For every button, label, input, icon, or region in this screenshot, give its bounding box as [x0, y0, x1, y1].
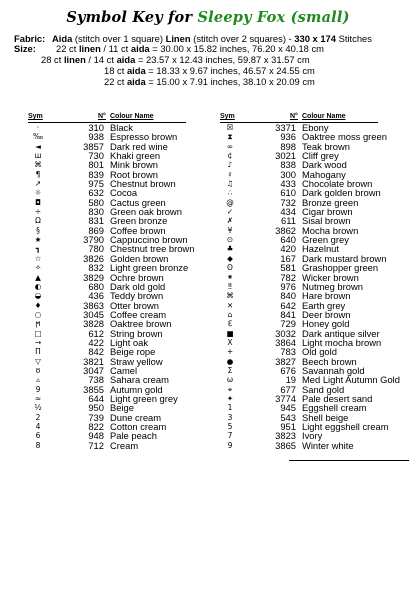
thread-number: 581: [280, 262, 296, 274]
symbol-glyph: ✦: [226, 393, 234, 403]
colour-name: Teddy brown: [110, 290, 164, 302]
symbol-key-right-column: [220, 113, 400, 451]
colour-name: Beige: [110, 402, 134, 414]
thread-number: 3862: [275, 224, 296, 236]
symbol-key-row: [220, 403, 378, 412]
symbol-glyph: ○: [34, 309, 42, 319]
colour-name: Pale desert sand: [302, 392, 373, 404]
symbol-glyph: ·: [36, 123, 40, 132]
symbol-key-row: [220, 441, 378, 450]
symbol-glyph: ✕: [226, 300, 234, 310]
colour-name: Wicker brown: [302, 271, 359, 283]
symbol-glyph: ‰: [32, 132, 44, 142]
colour-name: Savannah gold: [302, 364, 365, 376]
thread-number: 832: [88, 262, 104, 274]
thread-number: 822: [88, 421, 104, 432]
symbol-key-row: [28, 151, 186, 160]
list-end-rule: [289, 458, 409, 461]
thread-number: 300: [280, 168, 296, 180]
symbol-key-row: [220, 310, 378, 319]
thread-number: 610: [280, 187, 296, 199]
colour-name: Dark mustard brown: [302, 252, 387, 264]
symbol-glyph: 7: [227, 431, 233, 441]
thread-number: 730: [88, 150, 104, 162]
symbol-glyph: ⌘: [226, 291, 234, 301]
symbol-key-row: [220, 291, 378, 300]
colour-name: Light oak: [110, 336, 149, 348]
colour-name: Light eggshell cream: [302, 421, 389, 432]
thread-number: 831: [88, 215, 104, 227]
thread-number: 738: [88, 374, 104, 386]
fabric-linen-note: (stitch over 2 squares) -: [190, 33, 295, 44]
colour-name: Ochre brown: [110, 271, 164, 283]
header-sym: Sym: [28, 113, 43, 120]
colour-name: Ivory: [302, 430, 323, 442]
thread-number: 3863: [83, 299, 104, 311]
colour-name: Cotton cream: [110, 421, 167, 432]
left-rows: [28, 122, 195, 451]
thread-number: 676: [280, 364, 296, 376]
colour-name: Hare brown: [302, 290, 351, 302]
symbol-glyph: →: [34, 337, 42, 347]
symbol-key-row: [220, 142, 378, 151]
symbol-glyph: ⌖: [227, 384, 233, 394]
thread-number: 580: [88, 196, 104, 208]
thread-number: 3864: [275, 336, 296, 348]
colour-name: Golden brown: [110, 252, 169, 264]
page-title: [0, 9, 416, 26]
colour-name: Khaki green: [110, 150, 161, 162]
thread-number: 801: [88, 159, 104, 171]
colour-name: Straw yellow: [110, 355, 163, 367]
column-headers: [28, 113, 186, 123]
colour-name: Oaktree brown: [110, 318, 172, 330]
symbol-glyph: ■: [226, 328, 234, 338]
colour-name: Otter brown: [110, 299, 159, 311]
symbol-glyph: 9: [227, 440, 233, 450]
thread-number: 945: [280, 402, 296, 414]
symbol-glyph: 2: [35, 412, 41, 422]
thread-number: 840: [280, 290, 296, 302]
symbol-glyph: ★: [34, 235, 42, 245]
thread-number: 938: [88, 131, 104, 143]
colour-name: Cappuccino brown: [110, 234, 188, 246]
header-number: N°: [290, 113, 298, 120]
thread-number: 433: [280, 178, 296, 190]
symbol-glyph: ♣: [226, 244, 234, 254]
symbol-key-row: [28, 394, 186, 403]
thread-number: 950: [88, 402, 104, 414]
thread-number: 838: [280, 159, 296, 171]
symbol-glyph: ♦: [34, 300, 42, 310]
thread-number: 310: [88, 122, 104, 133]
symbol-glyph: ⌘: [34, 160, 42, 170]
colour-name: Light green bronze: [110, 262, 189, 274]
thread-number: 975: [88, 178, 104, 190]
thread-number: 3032: [275, 327, 296, 339]
thread-number: 644: [88, 392, 104, 404]
colour-name: Oaktree moss green: [302, 131, 387, 143]
thread-number: 3823: [275, 430, 296, 442]
colour-name: Pale peach: [110, 430, 157, 442]
header-sym: Sym: [220, 113, 235, 120]
symbol-key-row: [220, 421, 389, 432]
fabric-label: Fabric:: [14, 33, 46, 44]
thread-number: 420: [280, 243, 296, 255]
colour-name: Black: [110, 122, 133, 133]
symbol-glyph: ϻ: [35, 319, 41, 329]
thread-number: 436: [88, 290, 104, 302]
colour-name: Earth grey: [302, 299, 346, 311]
colour-name: Coffee brown: [110, 224, 166, 236]
thread-number: 19: [285, 374, 296, 386]
symbol-key-row: [220, 235, 378, 244]
symbol-glyph: ʘ: [227, 263, 233, 273]
colour-name: Chestnut brown: [110, 178, 176, 190]
symbol-glyph: §: [36, 225, 40, 235]
symbol-key-left-column: [28, 113, 195, 451]
symbol-glyph: ◆: [227, 253, 233, 263]
colour-name: Cigar brown: [302, 206, 353, 218]
symbol-glyph: ¢: [227, 151, 233, 161]
symbol-glyph: 9: [35, 384, 41, 394]
symbol-glyph: ◘: [35, 197, 41, 207]
colour-name: Camel: [110, 364, 138, 376]
symbol-glyph: ¥: [227, 225, 233, 235]
size-line-1: Size: 22 ct linen / 11 ct aida = 30.00 x 15.82 inches, 76.20 x 40.18 cm: [14, 43, 324, 54]
thread-number: 729: [280, 318, 296, 330]
symbol-glyph: ≈: [34, 393, 42, 403]
thread-number: 3821: [83, 355, 104, 367]
colour-name: Dune cream: [110, 411, 162, 423]
column-headers: [220, 113, 378, 123]
thread-number: 3855: [83, 383, 104, 395]
symbol-glyph: ☆: [34, 253, 42, 263]
colour-name: Beech brown: [302, 355, 357, 367]
symbol-key-row: [220, 301, 378, 310]
colour-name: Sisal brown: [302, 215, 351, 227]
thread-number: 732: [280, 196, 296, 208]
colour-name: Grashopper green: [302, 262, 379, 274]
symbol-key-row: [220, 151, 378, 160]
thread-number: 640: [280, 234, 296, 246]
fabric-aida-note: (stitch over 1 square): [72, 33, 166, 44]
symbol-glyph: ▵: [36, 375, 40, 385]
colour-name: Deer brown: [302, 308, 351, 320]
thread-number: 434: [280, 206, 296, 218]
thread-number: 936: [280, 131, 296, 143]
symbol-glyph: ⌂: [227, 309, 233, 319]
header-colour-name: Colour Name: [110, 113, 154, 120]
header-number: N°: [98, 113, 106, 120]
size-label: Size:: [14, 43, 36, 54]
thread-number: 3857: [83, 140, 104, 152]
symbol-key-row: [220, 207, 378, 216]
colour-name: Chestnut tree brown: [110, 243, 195, 255]
colour-name: Dark wood: [302, 159, 347, 171]
symbol-key-row: [28, 441, 186, 450]
colour-name: Shell beige: [302, 411, 349, 423]
symbol-glyph: ∞: [226, 141, 234, 151]
symbol-glyph: ‼: [228, 281, 232, 291]
fabric-aida: Aida: [52, 33, 73, 44]
colour-name: Dark antique silver: [302, 327, 380, 339]
thread-number: 783: [280, 346, 296, 358]
symbol-glyph: ◐: [34, 281, 42, 291]
symbol-key-row: [28, 291, 186, 300]
colour-name: Med Light Autumn Gold: [302, 374, 400, 386]
colour-name: Mocha brown: [302, 224, 359, 236]
colour-name: Cocoa: [110, 187, 138, 199]
colour-name: Green grey: [302, 234, 349, 246]
symbol-glyph: ▲: [35, 272, 41, 282]
symbol-glyph: ½: [34, 403, 42, 413]
colour-name: Mink brown: [110, 159, 158, 171]
symbol-glyph: 5: [227, 422, 233, 431]
thread-number: 841: [280, 308, 296, 320]
colour-name: Old gold: [302, 346, 337, 358]
symbol-key-row: [220, 131, 387, 143]
symbol-glyph: Π: [35, 347, 41, 357]
thread-number: 739: [88, 411, 104, 423]
symbol-glyph: Σ: [227, 365, 233, 375]
thread-number: 3021: [275, 150, 296, 162]
thread-number: 611: [281, 215, 296, 227]
symbol-glyph: ♯: [228, 169, 232, 179]
symbol-glyph: ♫: [226, 179, 234, 189]
colour-name: Light green grey: [110, 392, 178, 404]
colour-name: Ebony: [302, 122, 329, 133]
colour-name: Dark old gold: [110, 280, 166, 292]
thread-number: 3774: [275, 392, 296, 404]
colour-name: Dark golden brown: [302, 187, 381, 199]
symbol-glyph: ✓: [226, 207, 234, 217]
thread-number: 780: [88, 243, 104, 255]
thread-number: 869: [88, 224, 104, 236]
thread-number: 782: [280, 271, 296, 283]
size-line-3: 18 ct aida = 18.33 x 9.67 inches, 46.57 x 24.55 cm: [104, 65, 315, 76]
size-line-2: 28 ct linen / 14 ct aida = 23.57 x 12.43 inches, 59.87 x 31.57 cm: [41, 54, 310, 65]
thread-number: 612: [88, 327, 104, 339]
symbol-glyph: ⊙: [226, 235, 234, 245]
symbol-glyph: ʊ: [35, 365, 41, 375]
symbol-key-row: [220, 336, 382, 348]
thread-number: 842: [88, 346, 104, 358]
symbol-glyph: 6: [35, 431, 41, 441]
symbol-key-row: [28, 179, 186, 188]
symbol-glyph: ℇ: [227, 319, 233, 329]
symbol-glyph: X: [227, 337, 233, 347]
right-rows: [220, 122, 400, 451]
thread-number: 422: [88, 336, 104, 348]
colour-name: Mahogany: [302, 168, 346, 180]
header-colour-name: Colour Name: [302, 113, 346, 120]
colour-name: Beige rope: [110, 346, 156, 358]
thread-number: 3828: [83, 318, 104, 330]
thread-number: 632: [88, 187, 104, 199]
symbol-glyph: ◒: [34, 291, 42, 301]
symbol-key-row: [220, 226, 378, 235]
symbol-glyph: Ω: [35, 216, 41, 226]
colour-name: Dark red wine: [110, 140, 168, 152]
symbol-glyph: ●: [226, 356, 234, 366]
symbol-glyph: @: [226, 197, 234, 207]
symbol-glyph: ☒: [226, 123, 234, 132]
thread-number: 3790: [83, 234, 104, 246]
thread-number: 3045: [83, 308, 104, 320]
colour-name: Green oak brown: [110, 206, 182, 218]
colour-name: Green bronze: [110, 215, 168, 227]
symbol-key-row: [220, 282, 378, 291]
colour-name: Eggshell cream: [302, 402, 367, 414]
symbol-glyph: +: [226, 347, 234, 357]
colour-name: Espresso brown: [110, 131, 178, 143]
thread-number: 3827: [275, 355, 296, 367]
thread-number: 680: [88, 280, 104, 292]
colour-name: Nutmeg brown: [302, 280, 363, 292]
thread-number: 3371: [275, 122, 296, 133]
title-pattern-name: Sleepy Fox (small): [197, 9, 350, 26]
size-line-4: 22 ct aida = 15.00 x 7.91 inches, 38.10 x 20.09 cm: [104, 76, 315, 87]
symbol-glyph: 1: [227, 403, 233, 413]
symbol-glyph: ▽: [35, 356, 41, 366]
symbol-glyph: ⧗: [227, 132, 233, 142]
thread-number: 3829: [83, 271, 104, 283]
thread-number: 712: [88, 439, 104, 451]
symbol-glyph: ¶: [35, 169, 41, 179]
symbol-key-row: [28, 338, 186, 347]
thread-number: 951: [280, 421, 296, 432]
symbol-glyph: ÷: [34, 207, 42, 217]
colour-name: Root brown: [110, 168, 158, 180]
colour-name: Light mocha brown: [302, 336, 382, 348]
colour-name: Teak brown: [302, 140, 350, 152]
symbol-key-row: [28, 422, 186, 431]
symbol-glyph: ↗: [34, 179, 42, 189]
symbol-key-row: [220, 160, 378, 169]
symbol-key-row: [220, 374, 400, 386]
title-prefix: Symbol Key for: [66, 9, 198, 26]
symbol-glyph: ш: [34, 151, 42, 161]
colour-name: Sahara cream: [110, 374, 169, 386]
symbol-key-row: [28, 431, 186, 440]
symbol-glyph: 3: [227, 412, 233, 422]
thread-number: 642: [280, 299, 296, 311]
thread-number: 3826: [83, 252, 104, 264]
colour-name: Honey gold: [302, 318, 350, 330]
thread-number: 677: [280, 383, 296, 395]
stitches-word: Stitches: [336, 33, 372, 44]
symbol-key-row: [220, 431, 378, 440]
symbol-key-row: [220, 198, 378, 207]
symbol-glyph: ◄: [35, 141, 41, 151]
symbol-key-row: [28, 142, 186, 151]
colour-name: Chocolate brown: [302, 178, 373, 190]
colour-name: Sand gold: [302, 383, 345, 395]
colour-name: Cactus green: [110, 196, 166, 208]
thread-number: 3047: [83, 364, 104, 376]
colour-name: Cream: [110, 439, 139, 451]
symbol-key-row: [28, 357, 186, 366]
thread-number: 898: [280, 140, 296, 152]
thread-number: 830: [88, 206, 104, 218]
thread-number: 3865: [275, 439, 296, 451]
colour-name: Autumn gold: [110, 383, 163, 395]
symbol-glyph: ┓: [35, 244, 41, 254]
symbol-glyph: 4: [35, 422, 41, 431]
symbol-glyph: ✗: [226, 216, 234, 226]
stitch-count: 330 x 174: [294, 33, 336, 44]
thread-number: 976: [280, 280, 296, 292]
thread-number: 543: [280, 411, 296, 423]
fabric-linen: Linen: [165, 33, 191, 44]
symbol-glyph: ⁕: [226, 272, 234, 282]
symbol-glyph: ☼: [34, 188, 42, 198]
symbol-key-row: [28, 403, 186, 412]
colour-name: Winter white: [302, 439, 354, 451]
colour-name: Bronze green: [302, 196, 359, 208]
symbol-key-row: [28, 329, 186, 338]
thread-number: 839: [88, 168, 104, 180]
symbol-glyph: ∴: [227, 188, 233, 198]
colour-name: String brown: [110, 327, 163, 339]
symbol-glyph: ♪: [227, 160, 233, 170]
symbol-glyph: ✧: [34, 263, 42, 273]
colour-name: Coffee cream: [110, 308, 167, 320]
symbol-glyph: □: [34, 328, 42, 338]
symbol-glyph: 8: [35, 440, 41, 450]
thread-number: 948: [88, 430, 104, 442]
symbol-glyph: ω: [226, 375, 234, 385]
symbol-key-row: [28, 160, 186, 169]
colour-name: Cliff grey: [302, 150, 339, 162]
thread-number: 167: [280, 252, 296, 264]
colour-name: Hazelnut: [302, 243, 340, 255]
